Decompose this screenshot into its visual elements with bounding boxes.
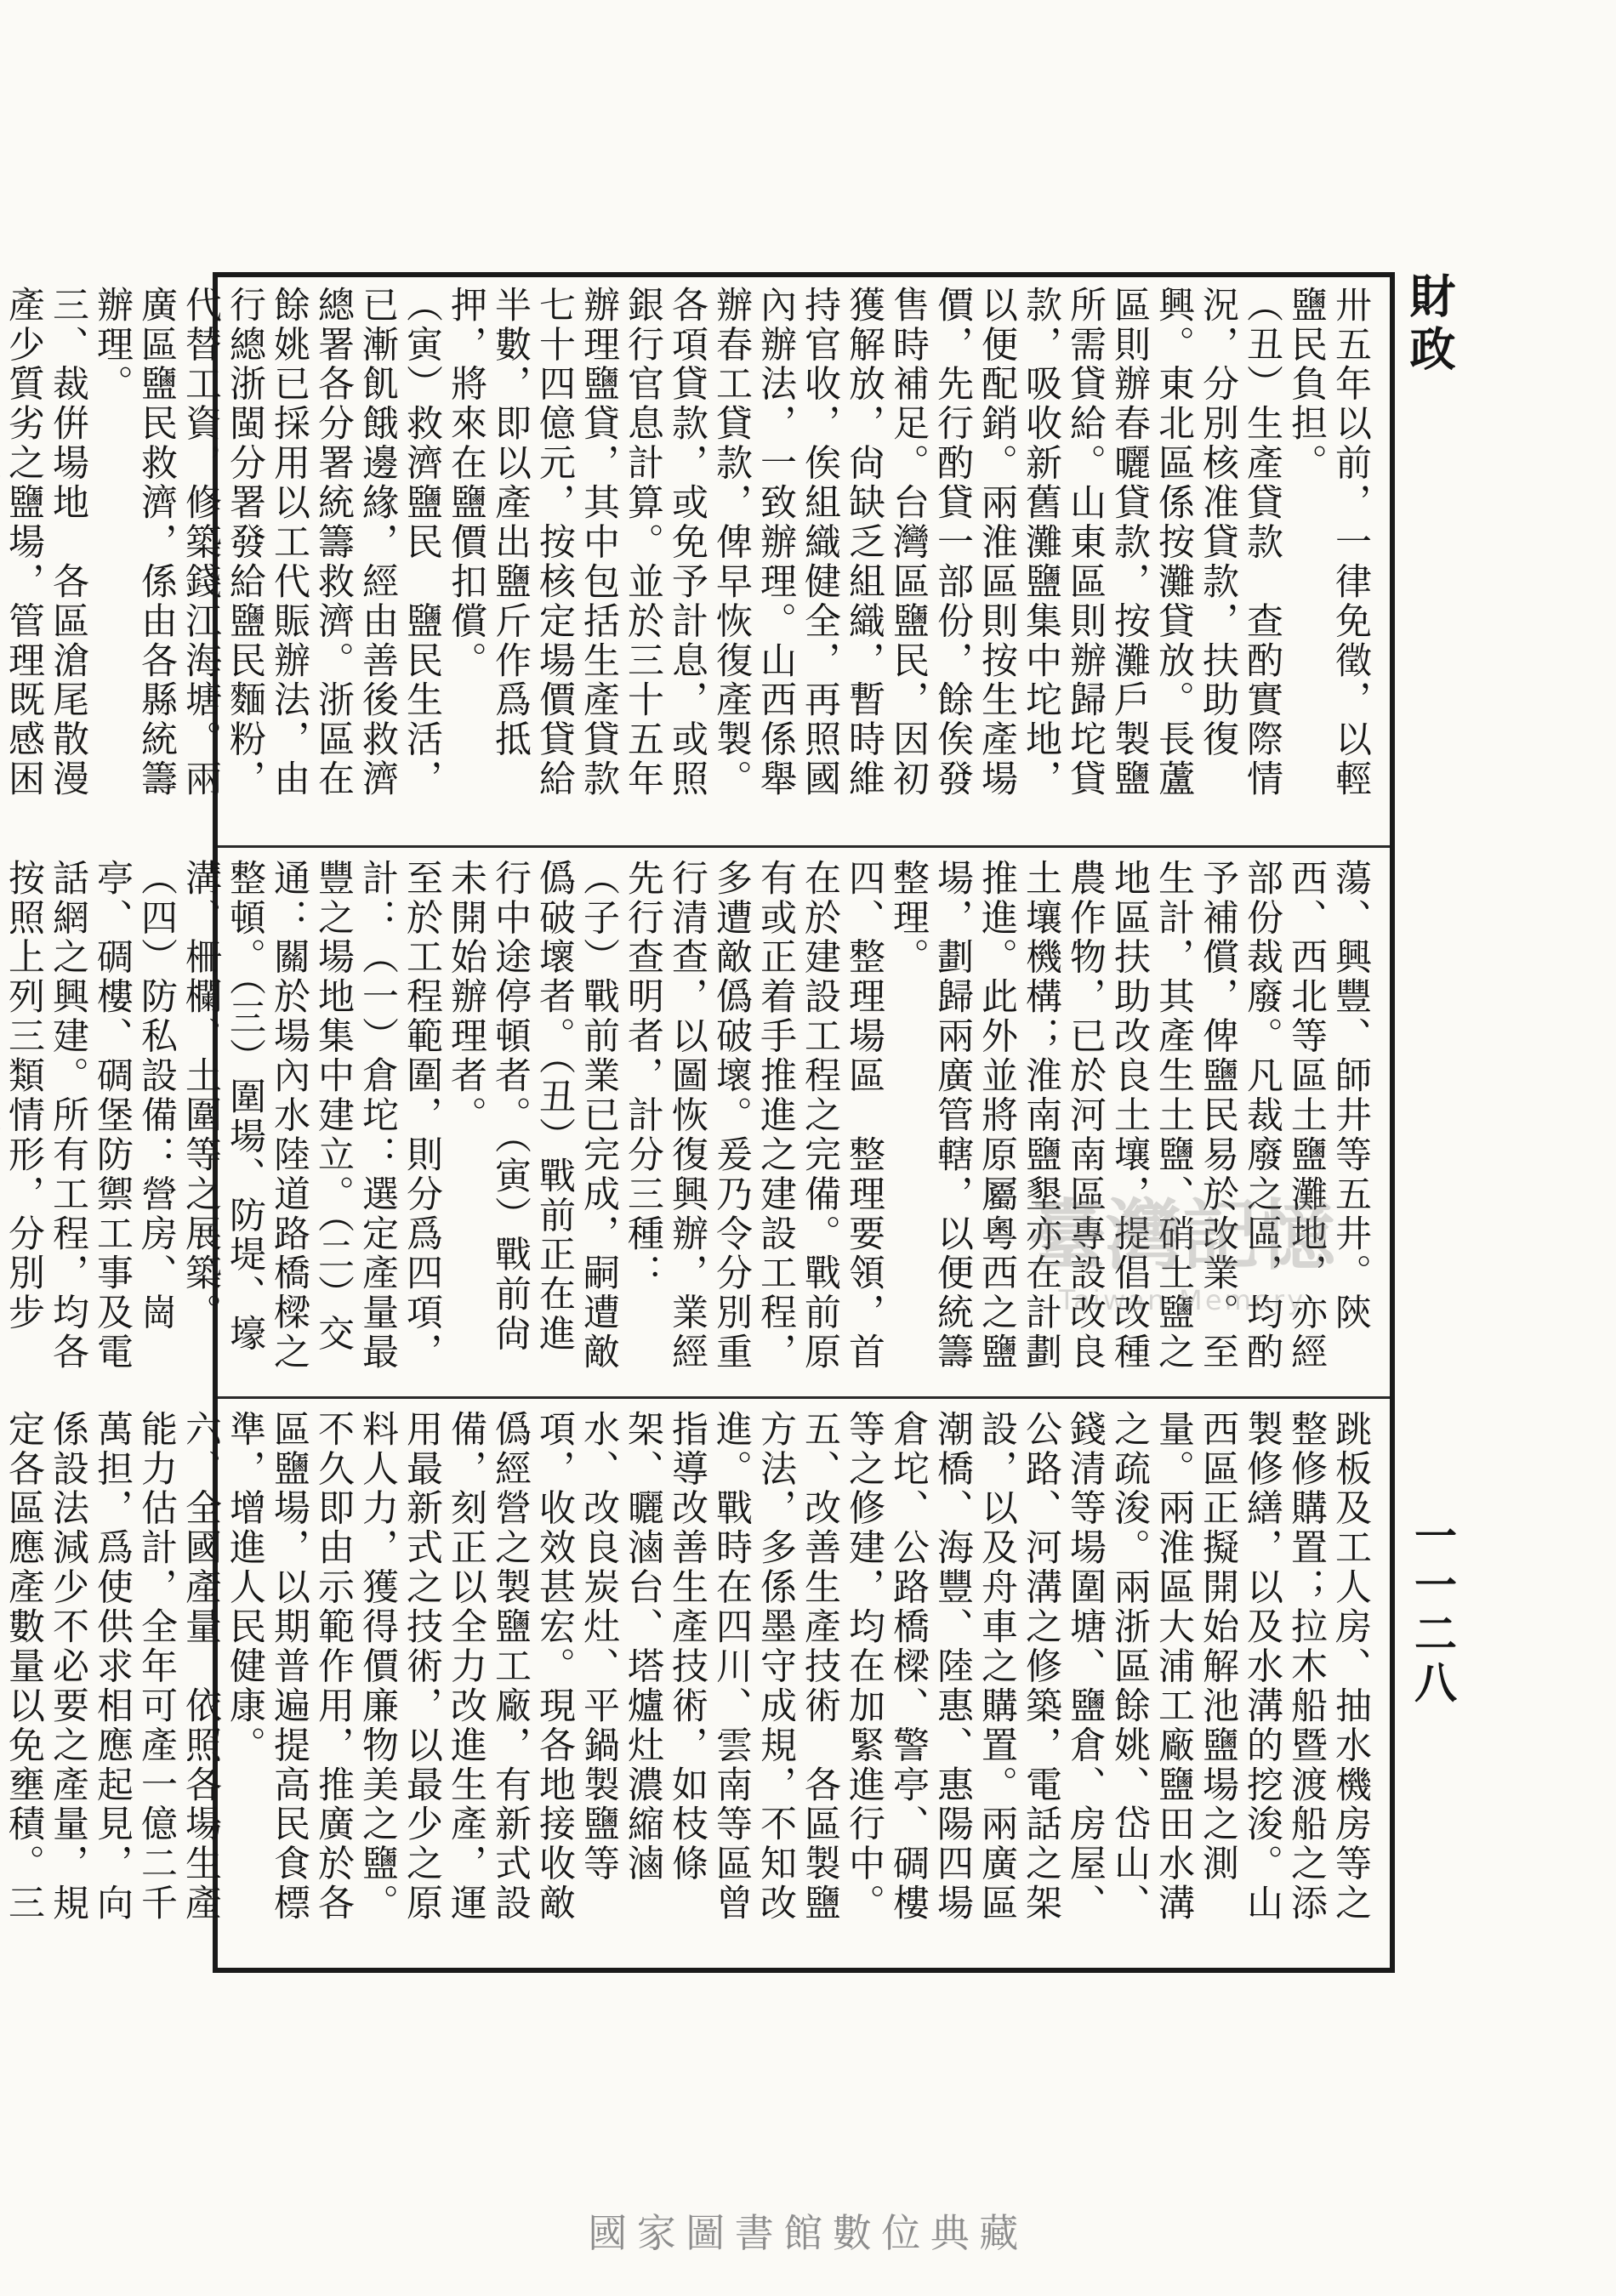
paragraph: （丑）生產貸款 查酌實際情況，分別核准貸款，扶助復興。東北區係按灘貸放。長蘆區則辦春曬貸款，按灘戶製鹽所需貸給。山東區則辦歸坨貸款，吸收新舊灘鹽集中坨地，以便配銷。兩淮區則按生產場價，先行酌貸一部份，餘俟發售時補足。台灣區鹽民，因初獲解放，尙缺乏組織，暫時維持官收，俟組織健全，再照國內辦法，一致辦理。山西係舉辦春工貸款，俾早恢復產製。各項貸款，或免予計息，或照銀行官息計算。並於三十五年辦理鹽貸，其中包括生產貸款七十四億元，按核定場價貸給半數，即以產出鹽斤作爲抵押，將來在鹽價扣償。	[445, 286, 1283, 799]
text-band-top	[3, 277, 1390, 844]
watermark-text: 臺灣記憶	[1029, 1191, 1335, 1281]
paragraph: 跳板及工人房、抽水機房等之整修購置；拉木船暨渡船之添製修繕，以及水溝的挖浚。山西區正擬開始解池鹽場之測量。兩淮區大浦工廠鹽田水溝之疏浚。兩浙區餘姚、岱山、錢清等場圍塘、鹽倉、房屋、公路、河溝之修築，電話之架設，以及舟車之購置。兩廣區潮橋、海豐、陸惠、惠陽四場倉坨、公路橋樑、警亭、碉樓等之修建，均在加緊進行中。	[843, 1410, 1372, 1924]
paragraph: 四、整理場區 整理要領，首在於建設工程之完備。戰前原有或正着手推進之建設工程，多遭敵僞破壞。爰乃令分別重行清查，以圖恢復興辦，業經先行查明者，計分三種：	[622, 859, 885, 1372]
paragraph: （寅）救濟鹽民 鹽民生活，已漸飢餓邊緣，經由善後救濟總署各分署統籌救濟。浙區在餘姚已採用以工代賑辦法，由行總浙閩分署發給鹽民麵粉，代替工資，修築錢江海塘。兩廣區鹽民救濟，係由各縣統籌辦理。	[91, 286, 443, 799]
paragraph: 三、裁倂場地 各區滄尾散漫產少質劣之鹽場，管理既感困	[3, 286, 89, 799]
paragraph: 卅五年以前，一律免徵，以輕鹽民負担。	[1285, 286, 1372, 799]
paragraph: 蕩、興豐、師井等五井。陝西、西北等區土鹽灘地，亦經部份裁廢。凡裁廢之區，均酌予補償，俾鹽民易於改業。至生計，其產生土鹽、硝土鹽之地區扶助改良土壤，提倡改種農作物，已於河南區專設改良土壤機構；淮南鹽墾亦在計劃推進。此外並將原屬粵西之鹽場，劃歸兩廣管轄，以便統籌整理。	[887, 859, 1372, 1372]
paragraph: 六、全國產量 依照各場生產能力估計，全年可產一億二千萬担，爲使供求相應起見，向係設法減少不必要之產量，規定各區應產數量以免壅積。三	[3, 1410, 222, 1924]
page-number: 一一二八	[1408, 1514, 1458, 1709]
paragraph: 至於工程範圍，則分爲四項，計：（一）倉坨：選定產量最豐之場地集中建立。（二）交通：關於場內水陸道路橋樑之整頓。（三）圍場、防堤、壕溝、柵欄、土圍等之展築。（四）防私設備：營房、崗亭、碉樓、碉堡防禦工事及電話網之興建。所有工程，均各按照上列三類情形，分別步	[3, 859, 443, 1372]
text-band-bottom	[3, 1401, 1390, 1968]
paragraph: 五、改善生產技術 各區製鹽方法，多係墨守成規，不知改進。戰時在四川、雲南等區曾指導改善生產技術，如枝條架、曬滷台、塔爐灶濃縮滷水、改良炭灶、平鍋製鹽等項，收效甚宏。現各地接收敵僞經營之製鹽工廠，有新式設備，刻正以全力改進生產，運用最新式之技術，以最少之原料人力，獲得價廉物美之鹽。不久即由示範作用，推廣於各區鹽場，以期普遍提高民食標準，增進人民健康。	[224, 1410, 841, 1924]
section-title: 財政	[1403, 272, 1457, 378]
footer-label: 國家圖書館數位典藏	[588, 2210, 1028, 2256]
band-divider	[218, 845, 1390, 848]
watermark-subtext: Taiwan Memory	[1058, 1284, 1306, 1316]
band-divider	[218, 1396, 1390, 1399]
watermark	[1004, 1174, 1361, 1316]
paragraph: （子）戰前業已完成，嗣遭敵僞破壞者。（丑）戰前正在進行中途停頓者。（寅）戰前尙未開始辦理者。	[445, 859, 620, 1372]
